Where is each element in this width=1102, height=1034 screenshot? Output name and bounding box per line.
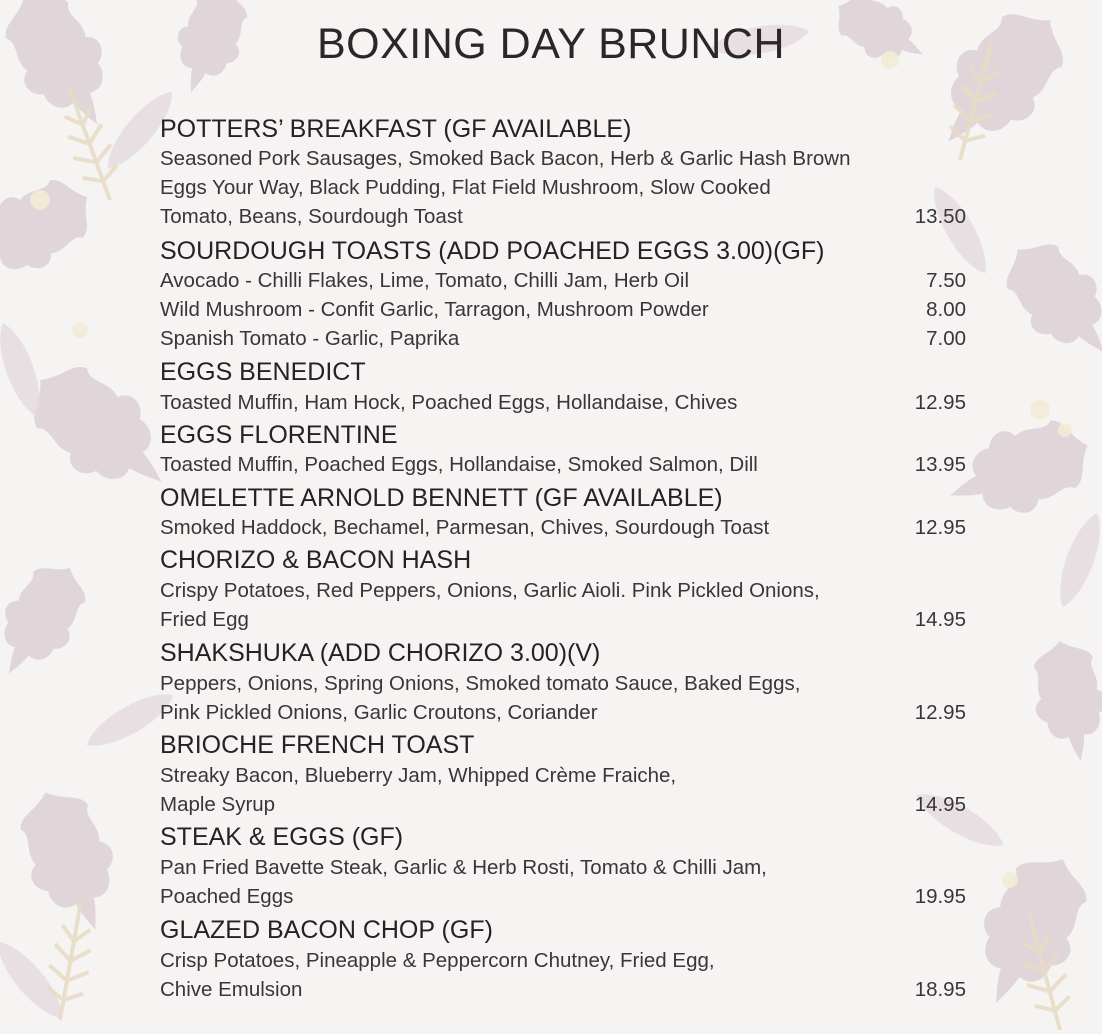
item-heading-potters-breakfast: POTTERS’ BREAKFAST (GF AVAILABLE) xyxy=(160,115,632,143)
item-price: 12.95 xyxy=(914,701,966,724)
item-heading-chorizo-bacon-hash: CHORIZO & BACON HASH xyxy=(160,546,472,574)
item-price: 14.95 xyxy=(914,793,966,816)
item-heading-glazed-bacon-chop: GLAZED BACON CHOP (GF) xyxy=(160,916,493,944)
item-heading-shakshuka: SHAKSHUKA (ADD CHORIZO 3.00)(V) xyxy=(160,639,601,667)
item-description-line: Toasted Muffin, Poached Eggs, Hollandaise, Smoked Salmon, Dill xyxy=(160,453,758,476)
item-description-line: Pan Fried Bavette Steak, Garlic & Herb Rosti, Tomato & Chilli Jam, xyxy=(160,856,767,879)
item-description-line: Fried Egg xyxy=(160,608,249,631)
item-description-line: Crispy Potatoes, Red Peppers, Onions, Garlic Aioli. Pink Pickled Onions, xyxy=(160,579,820,602)
item-description-line: Maple Syrup xyxy=(160,793,276,816)
item-price: 19.95 xyxy=(914,885,966,908)
item-description-line: Tomato, Beans, Sourdough Toast xyxy=(160,205,463,228)
item-price: 18.95 xyxy=(914,978,966,1001)
item-price: 14.95 xyxy=(914,608,966,631)
item-heading-eggs-benedict: EGGS BENEDICT xyxy=(160,358,366,386)
item-heading-eggs-florentine: EGGS FLORENTINE xyxy=(160,421,398,449)
item-price: 8.00 xyxy=(926,298,966,321)
item-heading-sourdough-toasts: SOURDOUGH TOASTS (ADD POACHED EGGS 3.00)(GF) xyxy=(160,237,825,265)
item-description-line: Crisp Potatoes, Pineapple & Peppercorn Chutney, Fried Egg, xyxy=(160,949,715,972)
item-description-line: Streaky Bacon, Blueberry Jam, Whipped Crème Fraiche, xyxy=(160,764,677,787)
item-heading-omelette-arnold-bennett: OMELETTE ARNOLD BENNETT (GF AVAILABLE) xyxy=(160,484,723,512)
item-description-line: Poached Eggs xyxy=(160,885,294,908)
item-price: 13.95 xyxy=(914,453,966,476)
item-price: 7.50 xyxy=(926,269,966,292)
item-description-line: Chive Emulsion xyxy=(160,978,303,1001)
item-description-line: Avocado - Chilli Flakes, Lime, Tomato, Chilli Jam, Herb Oil xyxy=(160,269,690,292)
item-description-line: Spanish Tomato - Garlic, Paprika xyxy=(160,327,460,350)
item-description-line: Wild Mushroom - Confit Garlic, Tarragon, Mushroom Powder xyxy=(160,298,709,321)
item-description-line: Pink Pickled Onions, Garlic Croutons, Coriander xyxy=(160,701,598,724)
item-price: 12.95 xyxy=(914,391,966,414)
item-price: 13.50 xyxy=(914,205,966,228)
item-description-line: Seasoned Pork Sausages, Smoked Back Bacon, Herb & Garlic Hash Brown xyxy=(160,147,851,170)
item-price: 7.00 xyxy=(926,327,966,350)
item-price: 12.95 xyxy=(914,516,966,539)
menu-title: BOXING DAY BRUNCH xyxy=(316,20,786,68)
item-description-line: Toasted Muffin, Ham Hock, Poached Eggs, Hollandaise, Chives xyxy=(160,391,738,414)
item-description-line: Peppers, Onions, Spring Onions, Smoked tomato Sauce, Baked Eggs, xyxy=(160,672,801,695)
item-description-line: Eggs Your Way, Black Pudding, Flat Field Mushroom, Slow Cooked xyxy=(160,176,771,199)
item-description-line: Smoked Haddock, Bechamel, Parmesan, Chives, Sourdough Toast xyxy=(160,516,770,539)
item-heading-brioche-french-toast: BRIOCHE FRENCH TOAST xyxy=(160,731,475,759)
item-heading-steak-eggs: STEAK & EGGS (GF) xyxy=(160,823,404,851)
